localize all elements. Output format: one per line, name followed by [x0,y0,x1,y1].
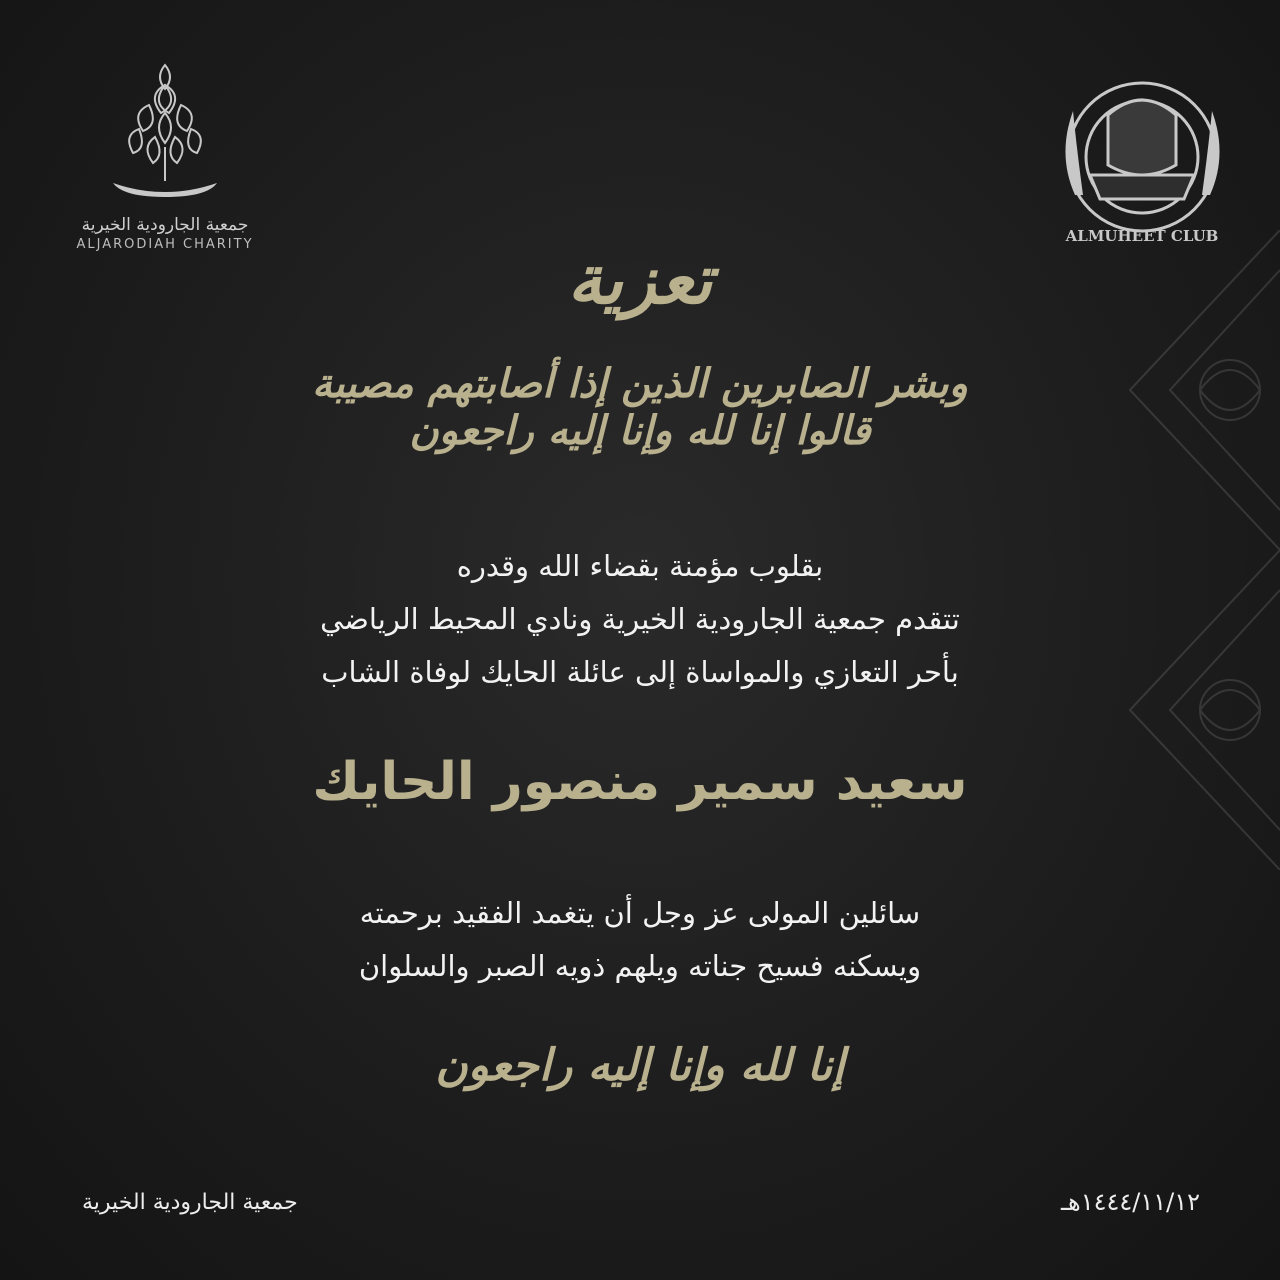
quran-verse: وبشر الصابرين الذين إذا أصابتهم مصيبة قالوا إنا لله وإنا إليه راجعون [312,360,968,454]
prayer-paragraph [0,887,1280,993]
closing-phrase: إنا لله وإنا إليه راجعون [435,1040,845,1091]
charity-logo [70,55,260,252]
footer-organization: جمعية الجارودية الخيرية [82,1190,298,1215]
intro-line: بأحر التعازي والمواساة إلى عائلة الحايك لوفاة الشاب [321,655,959,689]
club-logo [1050,75,1235,250]
charity-logo-arabic: جمعية الجارودية الخيرية [81,215,249,235]
club-logo-name: ALMUHEET CLUB [1065,227,1219,245]
title: تعزية [567,240,713,320]
intro-paragraph [0,540,1280,699]
prayer-line: سائلين المولى عز وجل أن يتغمد الفقيد برحمته [359,896,921,930]
prayer-line: ويسكنه فسيح جناته ويلهم ذويه الصبر والسلوان [358,949,922,983]
intro-line: بقلوب مؤمنة بقضاء الله وقدره [456,549,824,583]
wheat-icon [105,55,225,205]
charity-logo-english: ALJARODIAH CHARITY [76,237,254,252]
intro-line: تتقدم جمعية الجارودية الخيرية ونادي المحيط الرياضي [320,602,960,636]
footer-date: ١٤٤٤/١١/١٢هـ [1061,1188,1200,1216]
deceased-name: سعيد سمير منصور الحايك [312,752,968,812]
